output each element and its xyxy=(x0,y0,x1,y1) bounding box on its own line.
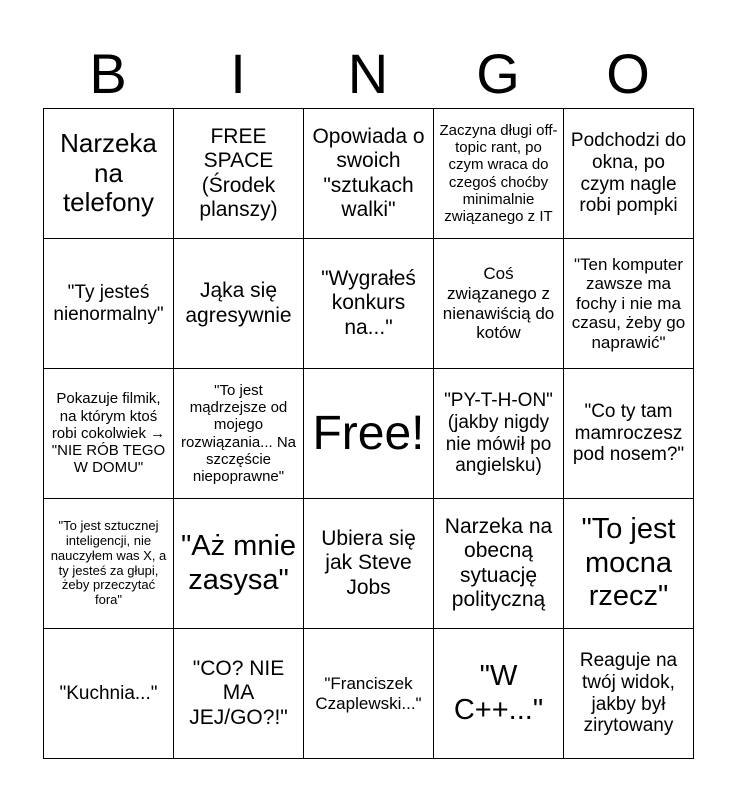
board-row xyxy=(44,629,694,759)
bingo-cell[interactable]: "To jest mądrzejsze od mojego rozwiązania... Na szczęście niepoprawne" xyxy=(174,369,304,499)
bingo-cell[interactable]: Pokazuje filmik, na którym ktoś robi cokolwiek → "NIE RÓB TEGO W DOMU" xyxy=(44,369,174,499)
header-letter-o: O xyxy=(606,42,650,105)
bingo-cell[interactable]: Opowiada o swoich "sztukach walki" xyxy=(304,109,434,239)
bingo-cell[interactable]: Ubiera się jak Steve Jobs xyxy=(304,499,434,629)
header-letter-b: B xyxy=(89,42,127,105)
bingo-cell[interactable]: Zaczyna długi off-topic rant, po czym wraca do czegoś choćby minimalnie związanego z IT xyxy=(434,109,564,239)
header-letter-i: I xyxy=(230,42,246,105)
header-letter-n: N xyxy=(347,42,389,105)
bingo-cell[interactable]: "Franciszek Czaplewski..." xyxy=(304,629,434,759)
bingo-cell[interactable]: "Co ty tam mamroczesz pod nosem?" xyxy=(564,369,694,499)
bingo-cell[interactable]: "PY-T-H-ON" (jakby nigdy nie mówił po angielsku) xyxy=(434,369,564,499)
board-row xyxy=(44,499,694,629)
board-row xyxy=(44,369,694,499)
bingo-cell[interactable]: "Kuchnia..." xyxy=(44,629,174,759)
bingo-cell[interactable]: "CO? NIE MA JEJ/GO?!" xyxy=(174,629,304,759)
bingo-cell[interactable]: "Wygrałeś konkurs na..." xyxy=(304,239,434,369)
bingo-cell[interactable]: "Ty jesteś nienormalny" xyxy=(44,239,174,369)
bingo-cell[interactable]: "W C++..." xyxy=(434,629,564,759)
bingo-cell[interactable]: Reaguje na twój widok, jakby był zirytowany xyxy=(564,629,694,759)
bingo-cell[interactable]: "Ten komputer zawsze ma fochy i nie ma czasu, żeby go naprawić" xyxy=(564,239,694,369)
bingo-header xyxy=(43,40,693,108)
bingo-cell[interactable]: "To jest sztucznej inteligencji, nie nauczyłem was X, a ty jesteś za głupi, żeby przeczytać fora" xyxy=(44,499,174,629)
board-row xyxy=(44,109,694,239)
bingo-cell[interactable]: Jąka się agresywnie xyxy=(174,239,304,369)
free-space-cell[interactable]: Free! xyxy=(304,369,434,499)
header-letter-g: G xyxy=(476,42,520,105)
bingo-cell[interactable]: Narzeka na telefony xyxy=(44,109,174,239)
bingo-board xyxy=(43,108,694,759)
bingo-cell[interactable]: Narzeka na obecną sytuację polityczną xyxy=(434,499,564,629)
bingo-cell[interactable]: FREE SPACE (Środek planszy) xyxy=(174,109,304,239)
bingo-cell[interactable]: Coś związanego z nienawiścią do kotów xyxy=(434,239,564,369)
bingo-cell[interactable]: Podchodzi do okna, po czym nagle robi pompki xyxy=(564,109,694,239)
bingo-cell[interactable]: "To jest mocna rzecz" xyxy=(564,499,694,629)
bingo-cell[interactable]: "Aż mnie zasysa" xyxy=(174,499,304,629)
board-row xyxy=(44,239,694,369)
